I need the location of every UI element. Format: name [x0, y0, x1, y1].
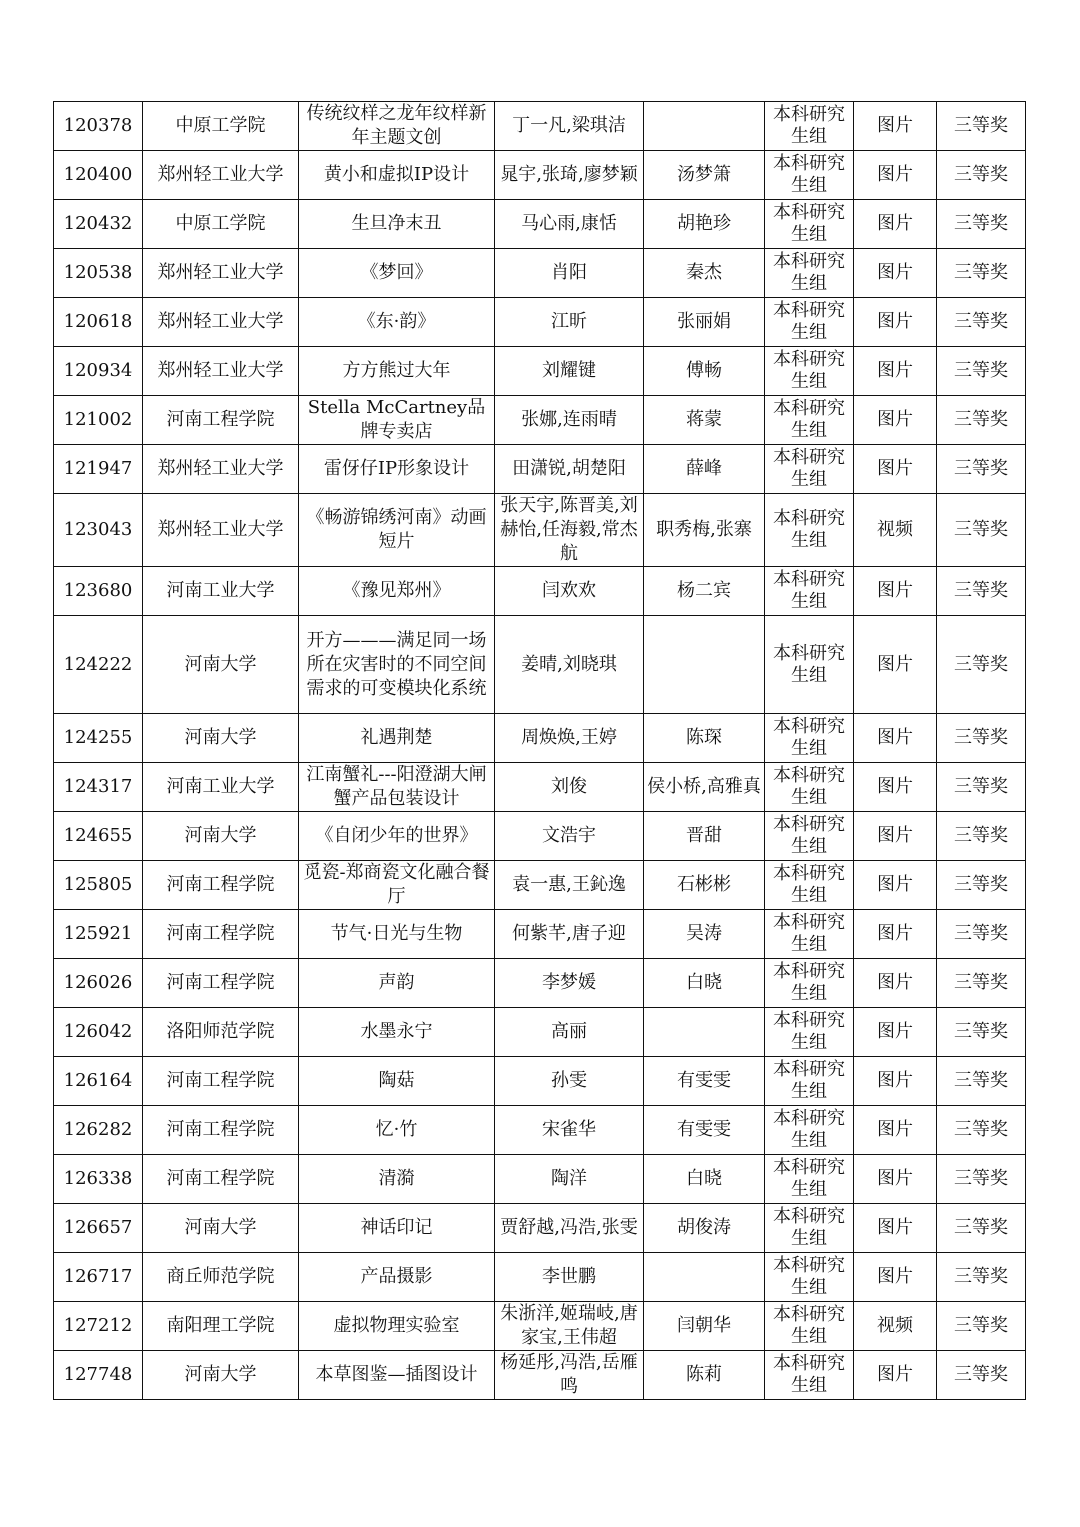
group-cell: 本科研究生组 [765, 910, 854, 959]
award-cell: 三等奖 [937, 200, 1026, 249]
authors-cell: 何紫芊,唐子迎 [495, 910, 644, 959]
school-cell: 河南工业大学 [143, 567, 299, 616]
advisor-cell: 汤梦箫 [644, 151, 765, 200]
group-cell: 本科研究生组 [765, 494, 854, 567]
school-cell: 河南工程学院 [143, 1106, 299, 1155]
entry-id-cell: 126026 [54, 959, 143, 1008]
work-type-cell: 图片 [854, 910, 937, 959]
school-cell: 河南工程学院 [143, 1057, 299, 1106]
award-cell: 三等奖 [937, 1351, 1026, 1400]
work-type-cell: 图片 [854, 1106, 937, 1155]
work-type-cell: 图片 [854, 445, 937, 494]
entry-id-cell: 120538 [54, 249, 143, 298]
group-cell: 本科研究生组 [765, 1351, 854, 1400]
award-cell: 三等奖 [937, 298, 1026, 347]
work-title-cell: 黄小和虚拟IP设计 [299, 151, 495, 200]
group-cell: 本科研究生组 [765, 396, 854, 445]
authors-cell: 高丽 [495, 1008, 644, 1057]
advisor-cell: 胡俊涛 [644, 1204, 765, 1253]
entry-id-cell: 126164 [54, 1057, 143, 1106]
group-cell: 本科研究生组 [765, 102, 854, 151]
work-title-cell: 产品摄影 [299, 1253, 495, 1302]
authors-cell: 李世鹏 [495, 1253, 644, 1302]
work-type-cell: 图片 [854, 616, 937, 714]
work-type-cell: 图片 [854, 347, 937, 396]
award-cell: 三等奖 [937, 494, 1026, 567]
school-cell: 河南工程学院 [143, 959, 299, 1008]
table-row [54, 567, 1026, 616]
advisor-cell: 杨二宾 [644, 567, 765, 616]
authors-cell: 张娜,连雨晴 [495, 396, 644, 445]
table-row [54, 396, 1026, 445]
award-cell: 三等奖 [937, 249, 1026, 298]
school-cell: 河南大学 [143, 1204, 299, 1253]
work-type-cell: 图片 [854, 861, 937, 910]
table-row [54, 616, 1026, 714]
group-cell: 本科研究生组 [765, 151, 854, 200]
school-cell: 南阳理工学院 [143, 1302, 299, 1351]
work-title-cell: 神话印记 [299, 1204, 495, 1253]
group-cell: 本科研究生组 [765, 1253, 854, 1302]
authors-cell: 宋雀华 [495, 1106, 644, 1155]
work-title-cell: 本草图鉴—插图设计 [299, 1351, 495, 1400]
table-row [54, 494, 1026, 567]
award-cell: 三等奖 [937, 910, 1026, 959]
table-row [54, 910, 1026, 959]
authors-cell: 贾舒越,冯浩,张雯 [495, 1204, 644, 1253]
school-cell: 河南大学 [143, 714, 299, 763]
table-row [54, 445, 1026, 494]
school-cell: 河南大学 [143, 1351, 299, 1400]
school-cell: 郑州轻工业大学 [143, 445, 299, 494]
advisor-cell: 晋甜 [644, 812, 765, 861]
work-title-cell: 忆·竹 [299, 1106, 495, 1155]
work-type-cell: 视频 [854, 494, 937, 567]
award-cell: 三等奖 [937, 347, 1026, 396]
work-title-cell: 礼遇荆楚 [299, 714, 495, 763]
group-cell: 本科研究生组 [765, 1302, 854, 1351]
authors-cell: 肖阳 [495, 249, 644, 298]
award-cell: 三等奖 [937, 763, 1026, 812]
work-title-cell: 《豫见郑州》 [299, 567, 495, 616]
award-cell: 三等奖 [937, 151, 1026, 200]
table-body [54, 102, 1026, 1400]
award-cell: 三等奖 [937, 1253, 1026, 1302]
award-cell: 三等奖 [937, 714, 1026, 763]
advisor-cell: 有雯雯 [644, 1106, 765, 1155]
award-cell: 三等奖 [937, 102, 1026, 151]
group-cell: 本科研究生组 [765, 1106, 854, 1155]
table-row [54, 1204, 1026, 1253]
advisor-cell: 闫朝华 [644, 1302, 765, 1351]
group-cell: 本科研究生组 [765, 861, 854, 910]
table-row [54, 1302, 1026, 1351]
work-title-cell: 《自闭少年的世界》 [299, 812, 495, 861]
entry-id-cell: 126282 [54, 1106, 143, 1155]
school-cell: 河南工程学院 [143, 396, 299, 445]
authors-cell: 马心雨,康恬 [495, 200, 644, 249]
group-cell: 本科研究生组 [765, 1204, 854, 1253]
school-cell: 河南工程学院 [143, 1155, 299, 1204]
authors-cell: 张天宇,陈晋美,刘赫怡,任海毅,常杰航 [495, 494, 644, 567]
authors-cell: 李梦媛 [495, 959, 644, 1008]
work-type-cell: 图片 [854, 1351, 937, 1400]
table-row [54, 861, 1026, 910]
entry-id-cell: 120400 [54, 151, 143, 200]
work-title-cell: 陶菇 [299, 1057, 495, 1106]
advisor-cell [644, 1008, 765, 1057]
entry-id-cell: 126657 [54, 1204, 143, 1253]
entry-id-cell: 124317 [54, 763, 143, 812]
work-type-cell: 图片 [854, 102, 937, 151]
authors-cell: 江昕 [495, 298, 644, 347]
group-cell: 本科研究生组 [765, 445, 854, 494]
work-title-cell: 江南蟹礼---阳澄湖大闸蟹产品包装设计 [299, 763, 495, 812]
advisor-cell: 陈莉 [644, 1351, 765, 1400]
award-cell: 三等奖 [937, 1302, 1026, 1351]
group-cell: 本科研究生组 [765, 1155, 854, 1204]
advisor-cell [644, 1253, 765, 1302]
table-row [54, 249, 1026, 298]
group-cell: 本科研究生组 [765, 200, 854, 249]
authors-cell: 姜晴,刘晓琪 [495, 616, 644, 714]
group-cell: 本科研究生组 [765, 714, 854, 763]
school-cell: 河南工程学院 [143, 861, 299, 910]
work-type-cell: 图片 [854, 812, 937, 861]
authors-cell: 刘耀键 [495, 347, 644, 396]
work-type-cell: 图片 [854, 1057, 937, 1106]
authors-cell: 周焕焕,王婷 [495, 714, 644, 763]
advisor-cell: 石彬彬 [644, 861, 765, 910]
work-type-cell: 图片 [854, 1155, 937, 1204]
entry-id-cell: 124222 [54, 616, 143, 714]
authors-cell: 刘俊 [495, 763, 644, 812]
entry-id-cell: 126042 [54, 1008, 143, 1057]
work-type-cell: 图片 [854, 763, 937, 812]
entry-id-cell: 127748 [54, 1351, 143, 1400]
authors-cell: 陶洋 [495, 1155, 644, 1204]
award-cell: 三等奖 [937, 812, 1026, 861]
table-row [54, 1008, 1026, 1057]
work-type-cell: 图片 [854, 200, 937, 249]
group-cell: 本科研究生组 [765, 763, 854, 812]
advisor-cell: 蒋蒙 [644, 396, 765, 445]
entry-id-cell: 125805 [54, 861, 143, 910]
advisor-cell: 白晓 [644, 1155, 765, 1204]
work-title-cell: 方方熊过大年 [299, 347, 495, 396]
table-row [54, 812, 1026, 861]
table-row [54, 714, 1026, 763]
work-title-cell: 声韵 [299, 959, 495, 1008]
school-cell: 中原工学院 [143, 102, 299, 151]
authors-cell: 文浩宇 [495, 812, 644, 861]
school-cell: 河南工程学院 [143, 910, 299, 959]
entry-id-cell: 123043 [54, 494, 143, 567]
entry-id-cell: 127212 [54, 1302, 143, 1351]
authors-cell: 田潇锐,胡楚阳 [495, 445, 644, 494]
table-row [54, 959, 1026, 1008]
authors-cell: 丁一凡,梁琪洁 [495, 102, 644, 151]
work-type-cell: 图片 [854, 959, 937, 1008]
award-cell: 三等奖 [937, 567, 1026, 616]
entry-id-cell: 124655 [54, 812, 143, 861]
school-cell: 河南大学 [143, 616, 299, 714]
group-cell: 本科研究生组 [765, 616, 854, 714]
work-title-cell: 《东·韵》 [299, 298, 495, 347]
award-table [53, 101, 1026, 1400]
advisor-cell: 秦杰 [644, 249, 765, 298]
work-title-cell: 水墨永宁 [299, 1008, 495, 1057]
advisor-cell [644, 102, 765, 151]
work-title-cell: 雷伢仔IP形象设计 [299, 445, 495, 494]
work-title-cell: 节气·日光与生物 [299, 910, 495, 959]
advisor-cell: 张丽娟 [644, 298, 765, 347]
work-type-cell: 图片 [854, 151, 937, 200]
award-cell: 三等奖 [937, 396, 1026, 445]
advisor-cell: 傅畅 [644, 347, 765, 396]
table-row [54, 1351, 1026, 1400]
work-type-cell: 图片 [854, 714, 937, 763]
advisor-cell [644, 616, 765, 714]
authors-cell: 晁宇,张琦,廖梦颖 [495, 151, 644, 200]
advisor-cell: 侯小桥,高雅真 [644, 763, 765, 812]
group-cell: 本科研究生组 [765, 1008, 854, 1057]
award-cell: 三等奖 [937, 616, 1026, 714]
group-cell: 本科研究生组 [765, 812, 854, 861]
award-cell: 三等奖 [937, 1008, 1026, 1057]
work-title-cell: 虚拟物理实验室 [299, 1302, 495, 1351]
entry-id-cell: 120432 [54, 200, 143, 249]
authors-cell: 杨延彤,冯浩,岳雁鸣 [495, 1351, 644, 1400]
work-type-cell: 图片 [854, 1008, 937, 1057]
school-cell: 郑州轻工业大学 [143, 151, 299, 200]
award-cell: 三等奖 [937, 1057, 1026, 1106]
work-type-cell: 图片 [854, 396, 937, 445]
entry-id-cell: 124255 [54, 714, 143, 763]
group-cell: 本科研究生组 [765, 1057, 854, 1106]
school-cell: 郑州轻工业大学 [143, 494, 299, 567]
school-cell: 洛阳师范学院 [143, 1008, 299, 1057]
entry-id-cell: 120378 [54, 102, 143, 151]
group-cell: 本科研究生组 [765, 567, 854, 616]
table-row [54, 763, 1026, 812]
award-cell: 三等奖 [937, 1155, 1026, 1204]
work-type-cell: 视频 [854, 1302, 937, 1351]
school-cell: 郑州轻工业大学 [143, 347, 299, 396]
entry-id-cell: 123680 [54, 567, 143, 616]
award-cell: 三等奖 [937, 959, 1026, 1008]
work-title-cell: 清漪 [299, 1155, 495, 1204]
entry-id-cell: 125921 [54, 910, 143, 959]
group-cell: 本科研究生组 [765, 249, 854, 298]
entry-id-cell: 126338 [54, 1155, 143, 1204]
work-type-cell: 图片 [854, 567, 937, 616]
school-cell: 商丘师范学院 [143, 1253, 299, 1302]
work-type-cell: 图片 [854, 1253, 937, 1302]
award-cell: 三等奖 [937, 445, 1026, 494]
advisor-cell: 薛峰 [644, 445, 765, 494]
school-cell: 郑州轻工业大学 [143, 249, 299, 298]
work-title-cell: 开方———满足同一场所在灾害时的不同空间需求的可变模块化系统 [299, 616, 495, 714]
work-type-cell: 图片 [854, 249, 937, 298]
group-cell: 本科研究生组 [765, 298, 854, 347]
advisor-cell: 陈琛 [644, 714, 765, 763]
group-cell: 本科研究生组 [765, 347, 854, 396]
authors-cell: 袁一惠,王鈊逸 [495, 861, 644, 910]
table-row [54, 347, 1026, 396]
table-row [54, 1106, 1026, 1155]
entry-id-cell: 126717 [54, 1253, 143, 1302]
work-title-cell: 觅瓷-郑商瓷文化融合餐厅 [299, 861, 495, 910]
table-row [54, 151, 1026, 200]
work-title-cell: 《梦回》 [299, 249, 495, 298]
award-cell: 三等奖 [937, 1106, 1026, 1155]
authors-cell: 闫欢欢 [495, 567, 644, 616]
table-row [54, 1057, 1026, 1106]
table-row [54, 1253, 1026, 1302]
authors-cell: 孙雯 [495, 1057, 644, 1106]
advisor-cell: 有雯雯 [644, 1057, 765, 1106]
school-cell: 郑州轻工业大学 [143, 298, 299, 347]
entry-id-cell: 120934 [54, 347, 143, 396]
authors-cell: 朱浙洋,姬瑞岐,唐家宝,王伟超 [495, 1302, 644, 1351]
work-type-cell: 图片 [854, 1204, 937, 1253]
award-cell: 三等奖 [937, 1204, 1026, 1253]
table-row [54, 200, 1026, 249]
work-type-cell: 图片 [854, 298, 937, 347]
work-title-cell: 《畅游锦绣河南》动画短片 [299, 494, 495, 567]
school-cell: 河南工业大学 [143, 763, 299, 812]
work-title-cell: 生旦净末丑 [299, 200, 495, 249]
entry-id-cell: 120618 [54, 298, 143, 347]
school-cell: 中原工学院 [143, 200, 299, 249]
work-title-cell: 传统纹样之龙年纹样新年主题文创 [299, 102, 495, 151]
advisor-cell: 职秀梅,张寨 [644, 494, 765, 567]
group-cell: 本科研究生组 [765, 959, 854, 1008]
table-row [54, 298, 1026, 347]
advisor-cell: 白晓 [644, 959, 765, 1008]
table-row [54, 102, 1026, 151]
advisor-cell: 吴涛 [644, 910, 765, 959]
work-title-cell: Stella McCartney品牌专卖店 [299, 396, 495, 445]
entry-id-cell: 121002 [54, 396, 143, 445]
table-row [54, 1155, 1026, 1204]
school-cell: 河南大学 [143, 812, 299, 861]
entry-id-cell: 121947 [54, 445, 143, 494]
award-cell: 三等奖 [937, 861, 1026, 910]
advisor-cell: 胡艳珍 [644, 200, 765, 249]
